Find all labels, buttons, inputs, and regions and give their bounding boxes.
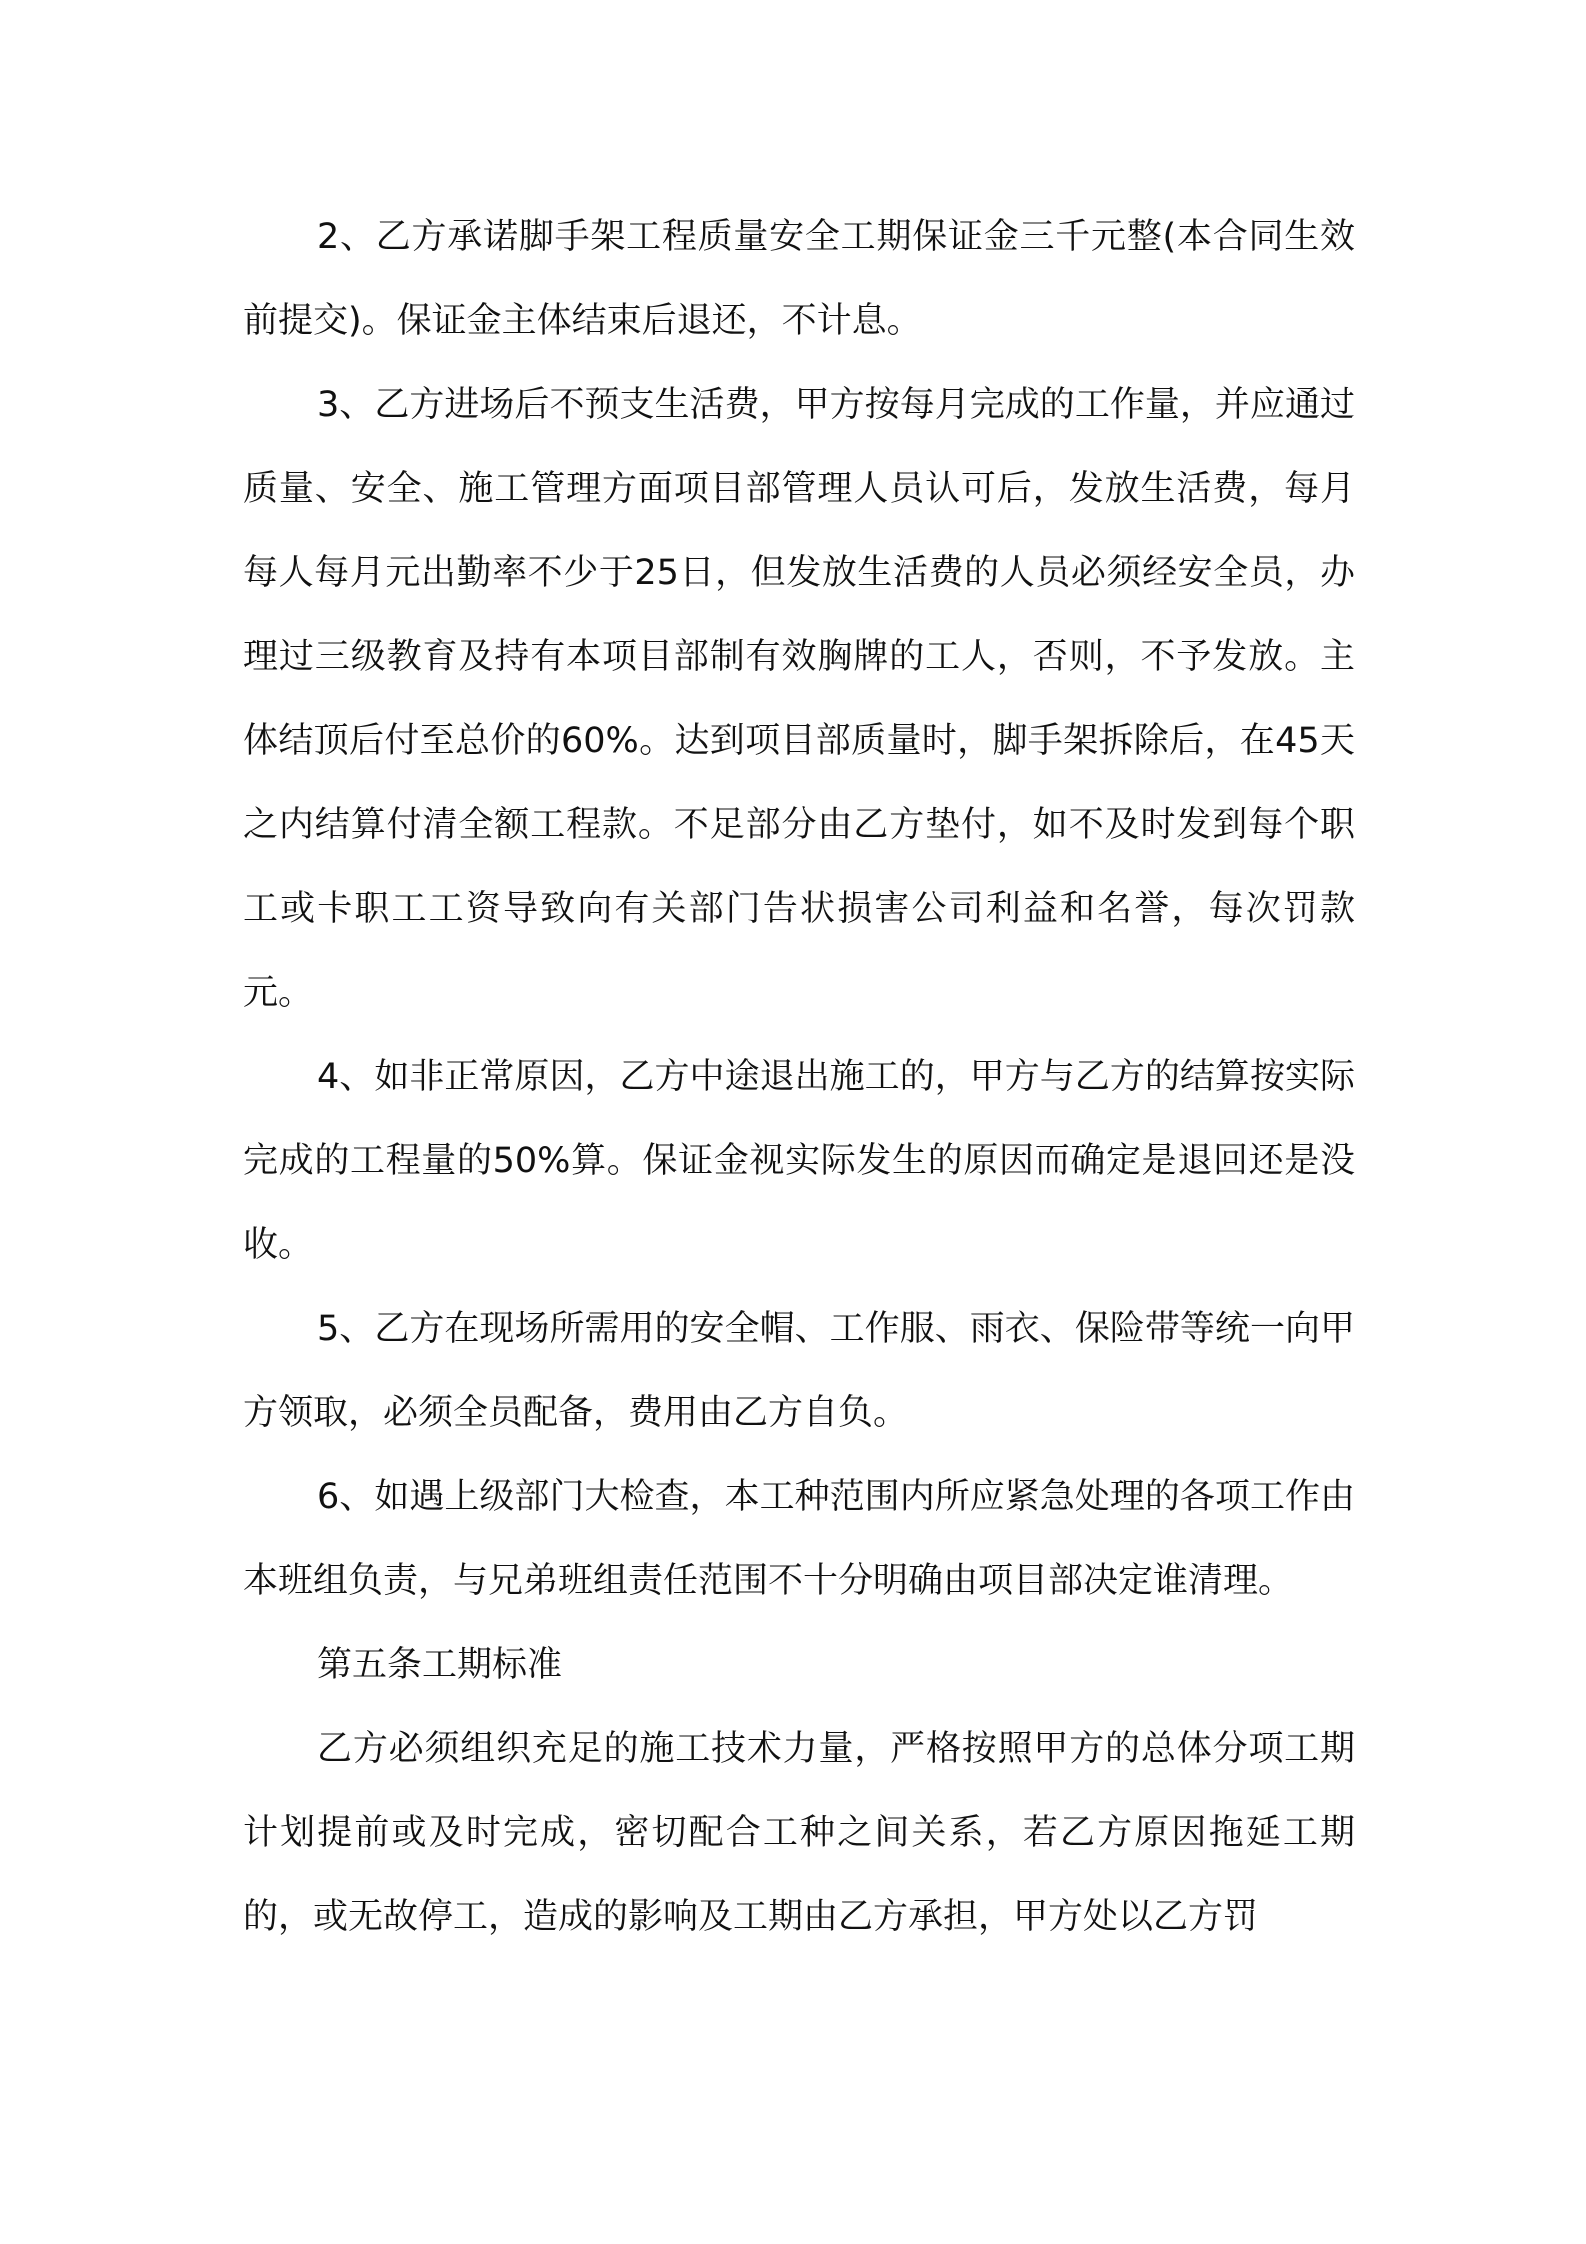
paragraph-clause-6: 6、如遇上级部门大检查，本工种范围内所应紧急处理的各项工作由本班组负责，与兄弟班组责任范围不十分明确由项目部决定谁清理。	[243, 1477, 1355, 1601]
paragraph-schedule: 乙方必须组织充足的施工技术力量，严格按照甲方的总体分项工期计划提前或及时完成，密切配合工种之间关系，若乙方原因拖延工期的，或无故停工，造成的影响及工期由乙方承担，甲方处以乙方罚	[243, 1729, 1355, 1937]
paragraph-clause-2: 2、乙方承诺脚手架工程质量安全工期保证金三千元整(本合同生效前提交)。保证金主体结束后退还，不计息。	[243, 217, 1355, 341]
paragraph-clause-3: 3、乙方进场后不预支生活费，甲方按每月完成的工作量，并应通过质量、安全、施工管理方面项目部管理人员认可后，发放生活费，每月每人每月元出勤率不少于25日，但发放生活费的人员必须经安全员，办理过三级教育及持有本项目部制有效胸牌的工人，否则，不予发放。主体结顶后付至总价的60%。达到项目部质量时，脚手架拆除后，在45天之内结算付清全额工程款。不足部分由乙方垫付，如不及时发到每个职工或卡职工工资导致向有关部门告状损害公司利益和名誉，每次罚款元。	[243, 385, 1355, 1013]
document-body	[243, 195, 1355, 1959]
section-heading: 第五条工期标准	[317, 1645, 563, 1685]
paragraph-clause-4: 4、如非正常原因，乙方中途退出施工的，甲方与乙方的结算按实际完成的工程量的50%算。保证金视实际发生的原因而确定是退回还是没收。	[243, 1057, 1355, 1265]
paragraph-clause-5: 5、乙方在现场所需用的安全帽、工作服、雨衣、保险带等统一向甲方领取，必须全员配备，费用由乙方自负。	[243, 1309, 1355, 1433]
